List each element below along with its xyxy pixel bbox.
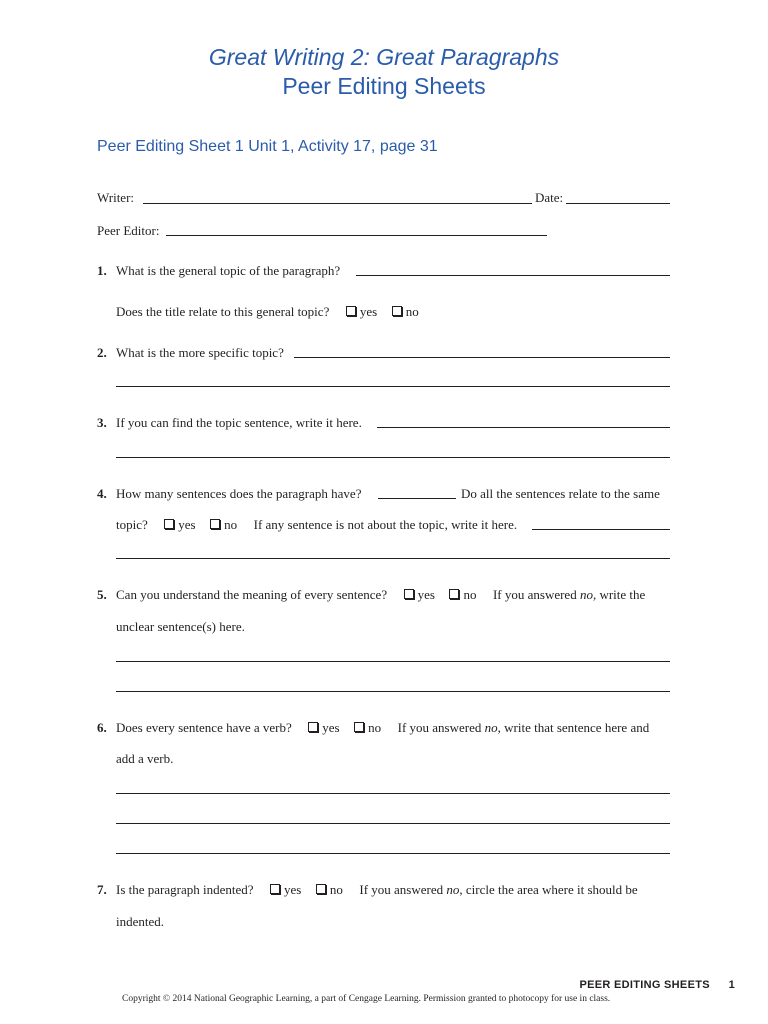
checkbox-icon[interactable] bbox=[392, 306, 402, 316]
answer-line[interactable] bbox=[116, 853, 670, 854]
question-2-text: What is the more specific topic? bbox=[116, 345, 284, 360]
question-1-followup-text: Does the title relate to this general topic? bbox=[116, 304, 330, 319]
yes-option[interactable]: yes bbox=[346, 304, 377, 319]
footer-section-text: PEER EDITING SHEETS bbox=[579, 979, 710, 991]
page-number: 1 bbox=[728, 979, 735, 991]
answer-line[interactable] bbox=[116, 823, 670, 824]
question-7-line-1 bbox=[116, 882, 638, 898]
question-4-topic-label: topic? bbox=[116, 517, 148, 532]
no-option[interactable]: no bbox=[354, 720, 381, 735]
checkbox-icon[interactable] bbox=[449, 589, 459, 599]
question-6-rest: , write that sentence here and bbox=[497, 720, 650, 735]
question-5-line-2: unclear sentence(s) here. bbox=[116, 619, 245, 634]
answer-line[interactable] bbox=[532, 529, 670, 530]
checkbox-icon[interactable] bbox=[316, 884, 326, 894]
answer-line[interactable] bbox=[116, 386, 670, 387]
document-title: Great Writing 2: Great Paragraphs bbox=[208, 44, 560, 70]
question-6-no-italic: no bbox=[484, 720, 498, 735]
question-5-line-1 bbox=[116, 587, 645, 603]
question-5-rest: write the bbox=[599, 587, 646, 602]
question-1-followup bbox=[116, 304, 419, 320]
peer-editor-label: Peer Editor: bbox=[97, 223, 160, 238]
date-line[interactable] bbox=[566, 203, 670, 204]
writer-line[interactable] bbox=[143, 203, 532, 204]
question-5-no-italic: no, bbox=[579, 587, 597, 602]
answer-line[interactable] bbox=[116, 661, 670, 662]
question-4-line-2 bbox=[116, 517, 517, 533]
question-1-text: What is the general topic of the paragraph? bbox=[116, 263, 341, 278]
answer-line[interactable] bbox=[378, 498, 456, 499]
no-option[interactable]: no bbox=[392, 304, 419, 319]
question-5-number: 5. bbox=[97, 587, 107, 602]
question-4-number: 4. bbox=[97, 486, 107, 501]
question-6-line-2: add a verb. bbox=[116, 751, 174, 766]
checkbox-icon[interactable] bbox=[346, 306, 356, 316]
checkbox-icon[interactable] bbox=[308, 722, 318, 732]
no-option[interactable]: no bbox=[449, 587, 476, 602]
question-7-rest: , circle the area where it should be bbox=[459, 882, 638, 897]
question-4-text-2b: If any sentence is not about the topic, write it here. bbox=[253, 517, 518, 532]
checkbox-icon[interactable] bbox=[354, 722, 364, 732]
answer-line[interactable] bbox=[377, 427, 670, 428]
no-option[interactable]: no bbox=[210, 517, 237, 532]
question-6-if-answered: If you answered bbox=[397, 720, 482, 735]
peer-editor-line[interactable] bbox=[166, 235, 547, 236]
checkbox-icon[interactable] bbox=[404, 589, 414, 599]
question-6-text: Does every sentence have a verb? bbox=[116, 720, 292, 735]
question-7-number: 7. bbox=[97, 882, 107, 897]
checkbox-icon[interactable] bbox=[210, 519, 220, 529]
answer-line[interactable] bbox=[116, 793, 670, 794]
question-6-line-1 bbox=[116, 720, 649, 736]
answer-line[interactable] bbox=[356, 275, 670, 276]
checkbox-icon[interactable] bbox=[270, 884, 280, 894]
question-5-if-answered: If you answered bbox=[492, 587, 577, 602]
yes-option[interactable]: yes bbox=[308, 720, 339, 735]
answer-line[interactable] bbox=[116, 558, 670, 559]
question-7-text: Is the paragraph indented? bbox=[116, 882, 254, 897]
yes-option[interactable]: yes bbox=[164, 517, 195, 532]
no-option[interactable]: no bbox=[316, 882, 343, 897]
question-4-text: How many sentences does the paragraph have? bbox=[116, 486, 362, 501]
question-3-text: If you can find the topic sentence, write it here. bbox=[116, 415, 362, 430]
footer-section-label bbox=[579, 979, 735, 991]
date-label: Date: bbox=[535, 190, 564, 205]
answer-line[interactable] bbox=[116, 691, 670, 692]
answer-line[interactable] bbox=[294, 357, 670, 358]
copyright-notice: Copyright © 2014 National Geographic Learning, a part of Cengage Learning. Permission granted to photocopy for use in class. bbox=[122, 994, 611, 1004]
answer-line[interactable] bbox=[116, 457, 670, 458]
yes-option[interactable]: yes bbox=[404, 587, 435, 602]
question-7-line-2: indented. bbox=[116, 914, 165, 929]
question-4-text-b: Do all the sentences relate to the same bbox=[461, 486, 660, 501]
document-subtitle: Peer Editing Sheets bbox=[282, 73, 486, 99]
writer-label: Writer: bbox=[97, 190, 135, 205]
question-2-number: 2. bbox=[97, 345, 107, 360]
question-7-if-answered: If you answered bbox=[359, 882, 444, 897]
question-3-number: 3. bbox=[97, 415, 107, 430]
sheet-heading: Peer Editing Sheet 1 Unit 1, Activity 17, page 31 bbox=[97, 138, 438, 155]
question-5-text: Can you understand the meaning of every sentence? bbox=[116, 587, 388, 602]
checkbox-icon[interactable] bbox=[164, 519, 174, 529]
question-7-no-italic: no bbox=[446, 882, 460, 897]
yes-option[interactable]: yes bbox=[270, 882, 301, 897]
question-6-number: 6. bbox=[97, 720, 107, 735]
question-1-number: 1. bbox=[97, 263, 107, 278]
